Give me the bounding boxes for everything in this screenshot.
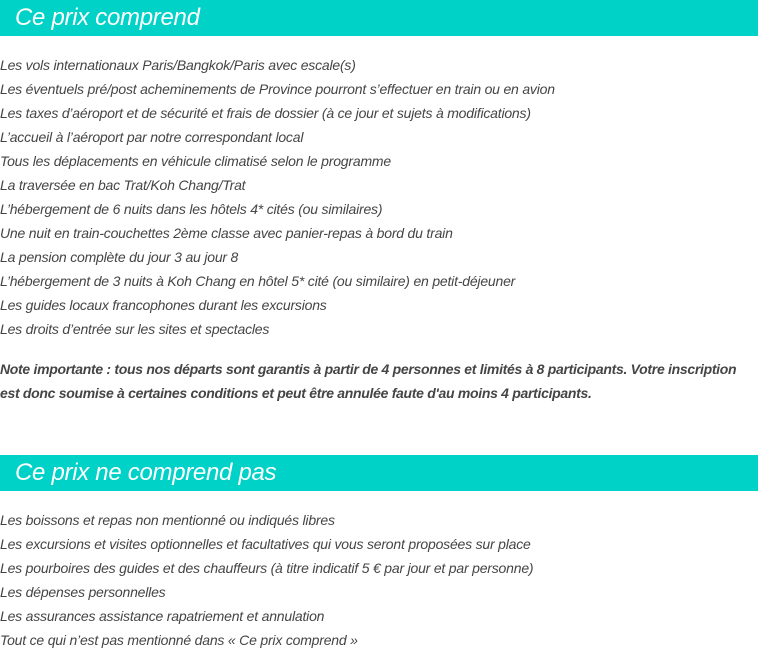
- list-item: La traversée en bac Trat/Koh Chang/Trat: [0, 177, 246, 193]
- list-item: Tous les déplacements en véhicule climatisé selon le programme: [0, 153, 391, 169]
- list-item: Les boissons et repas non mentionné ou indiqués libres: [0, 512, 335, 528]
- included-header: [0, 0, 758, 36]
- list-item: L’hébergement de 3 nuits à Koh Chang en hôtel 5* cité (ou similaire) en petit-déjeuner: [0, 273, 516, 289]
- important-note: Note importante : tous nos départs sont garantis à partir de 4 personnes et limités à 8 participants. Votre inscription est donc soumise à certaines conditions et peut être annulée faute d'au moins 4 participants.: [0, 361, 737, 401]
- list-item: Les éventuels pré/post acheminements de Province pourront s’effectuer en train ou en avion: [0, 81, 555, 97]
- list-item: L’accueil à l’aéroport par notre correspondant local: [0, 129, 304, 145]
- list-item: Les dépenses personnelles: [0, 584, 166, 600]
- included-title: Ce prix comprend: [15, 4, 200, 31]
- list-item: Une nuit en train-couchettes 2ème classe avec panier-repas à bord du train: [0, 225, 453, 241]
- included-list: [0, 53, 758, 341]
- list-item: Les pourboires des guides et des chauffeurs (à titre indicatif 5 € par jour et par personne): [0, 560, 534, 576]
- excluded-list: [0, 508, 758, 652]
- list-item: Les guides locaux francophones durant les excursions: [0, 297, 327, 313]
- excluded-title: Ce prix ne comprend pas: [15, 459, 277, 486]
- excluded-header: [0, 455, 758, 491]
- list-item: L’hébergement de 6 nuits dans les hôtels 4* cités (ou similaires): [0, 201, 383, 217]
- list-item: La pension complète du jour 3 au jour 8: [0, 249, 239, 265]
- list-item: Les taxes d’aéroport et de sécurité et frais de dossier (à ce jour et sujets à modifications): [0, 105, 531, 121]
- list-item: Les excursions et visites optionnelles et facultatives qui vous seront proposées sur place: [0, 536, 531, 552]
- list-item: Les droits d’entrée sur les sites et spectacles: [0, 321, 270, 337]
- list-item: Les assurances assistance rapatriement et annulation: [0, 608, 325, 624]
- list-item: Les vols internationaux Paris/Bangkok/Paris avec escale(s): [0, 57, 356, 73]
- list-item: Tout ce qui n’est pas mentionné dans « Ce prix comprend »: [0, 632, 358, 648]
